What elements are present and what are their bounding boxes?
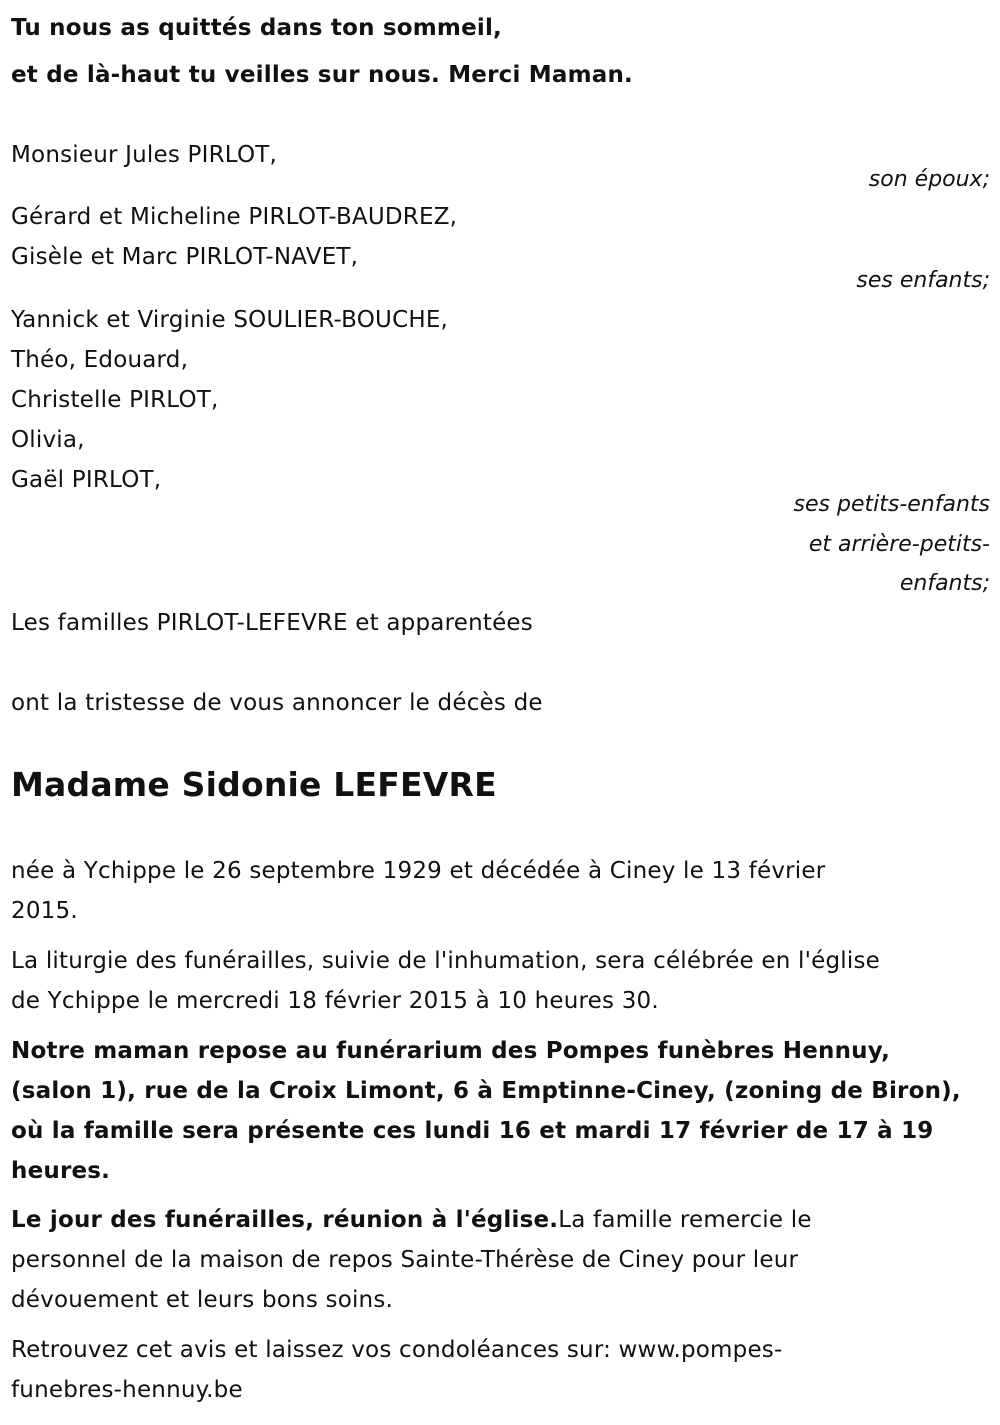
announce: ont la tristesse de vous annoncer le décès de (11, 690, 543, 716)
funerarium-line: où la famille sera présente ces lundi 16 et mardi 17 février de 17 à 19 (11, 1118, 934, 1144)
funerarium-line: Notre maman repose au funérarium des Pompes funèbres Hennuy, (11, 1038, 891, 1064)
thanks-line (11, 1200, 812, 1240)
deceased-name: Madame Sidonie LEFEVRE (11, 765, 497, 804)
grandchildren-role: ses petits-enfants (793, 492, 990, 517)
condolences-line: funebres-hennuy.be (11, 1377, 243, 1403)
funerarium-line: heures. (11, 1158, 111, 1184)
birth-line: 2015. (11, 898, 78, 924)
grandchild: Théo, Edouard, (11, 347, 189, 373)
grandchild: Olivia, (11, 427, 85, 453)
condolences-line: Retrouvez cet avis et laissez vos condoléances sur: www.pompes- (11, 1337, 783, 1363)
child: Gérard et Micheline PIRLOT-BAUDREZ, (11, 204, 458, 230)
families: Les familles PIRLOT-LEFEVRE et apparentées (11, 610, 533, 636)
grandchild: Yannick et Virginie SOULIER-BOUCHE, (11, 307, 449, 333)
thanks-bold: Le jour des funérailles, réunion à l'église. (11, 1207, 559, 1233)
funerarium-line: (salon 1), rue de la Croix Limont, 6 à Emptinne-Ciney, (zoning de Biron), (11, 1078, 961, 1104)
grandchild: Christelle PIRLOT, (11, 387, 219, 413)
thanks-text: La famille remercie le (558, 1207, 812, 1233)
grandchildren-role: enfants; (899, 571, 990, 596)
thanks-line: personnel de la maison de repos Sainte-Thérèse de Ciney pour leur (11, 1247, 799, 1273)
spouse-role: son époux; (868, 167, 990, 192)
grandchild: Gaël PIRLOT, (11, 467, 162, 493)
intro-line: Tu nous as quittés dans ton sommeil, (11, 15, 502, 41)
liturgy-line: La liturgie des funérailles, suivie de l'inhumation, sera célébrée en l'église (11, 948, 881, 974)
children-role: ses enfants; (856, 268, 990, 293)
birth-line: née à Ychippe le 26 septembre 1929 et décédée à Ciney le 13 février (11, 858, 826, 884)
spouse: Monsieur Jules PIRLOT, (11, 142, 278, 168)
child: Gisèle et Marc PIRLOT-NAVET, (11, 244, 359, 270)
liturgy-line: de Ychippe le mercredi 18 février 2015 à 10 heures 30. (11, 988, 659, 1014)
grandchildren-role: et arrière-petits- (808, 532, 990, 557)
intro-line: et de là-haut tu veilles sur nous. Merci Maman. (11, 62, 633, 88)
thanks-line: dévouement et leurs bons soins. (11, 1287, 394, 1313)
